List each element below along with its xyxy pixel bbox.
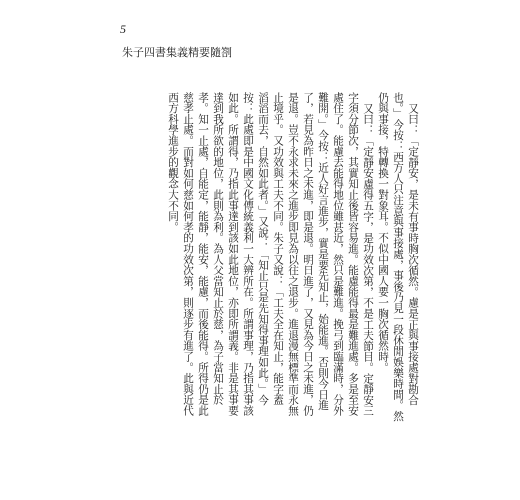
body-text (148, 92, 420, 422)
paragraph: 又曰：「定靜安，是未有事時胸次循然。慮是正與事接處對勘合也。」今按：西方人只注意與事接處，事後乃見一段休閒娛樂時間。然仍與事接，特轉換一對象耳。不似中國人要一胸次循然時。 (377, 92, 419, 422)
paragraph: 又曰：「定靜安慮得五字，是功效次第，不是工夫節目。定靜安三字須分節次，其實知止後皆容易進。能慮能得最是難進處。多是至安處住了。能慮去能得地位雖甚近，然只是難進。挽弓到臨滿時，分外難開。」今按：近人好言進步，實是要先知止，始能進。否則今日進了，若見為昨日之未進，即是退。明日進了，又見為今日之未進，仍是退。豈不永求未來之進步即見為以往之退步。進退漫無標準而永無止境乎。又功效與工夫不同。朱子又說：「工夫全在知止，能字蓋 (272, 92, 374, 416)
paragraph: 滔滔而去，自然如此者。」又說：「知止只是先知得事理如此。」今按：此處即是中國文化傳統義利一大辨所在。所謂事理，乃指其事該如此。所謂得，乃指此事達到該如此地位，亦即所謂義。非是其事要達到我所欲的地位，此則為利。為人父當知止於慈，為子當知止於孝。知一止處，自能定，能靜，能安，能慮，而後能得。所得仍是此慈孝止處。而對如何慈如何孝的功效次第，則逐步有進了。此與近代西方科學進步的觀念大不同。 (167, 92, 269, 416)
page-number: 5 (120, 22, 126, 36)
running-title: 朱子四書集義精要隨劄 (122, 46, 232, 59)
